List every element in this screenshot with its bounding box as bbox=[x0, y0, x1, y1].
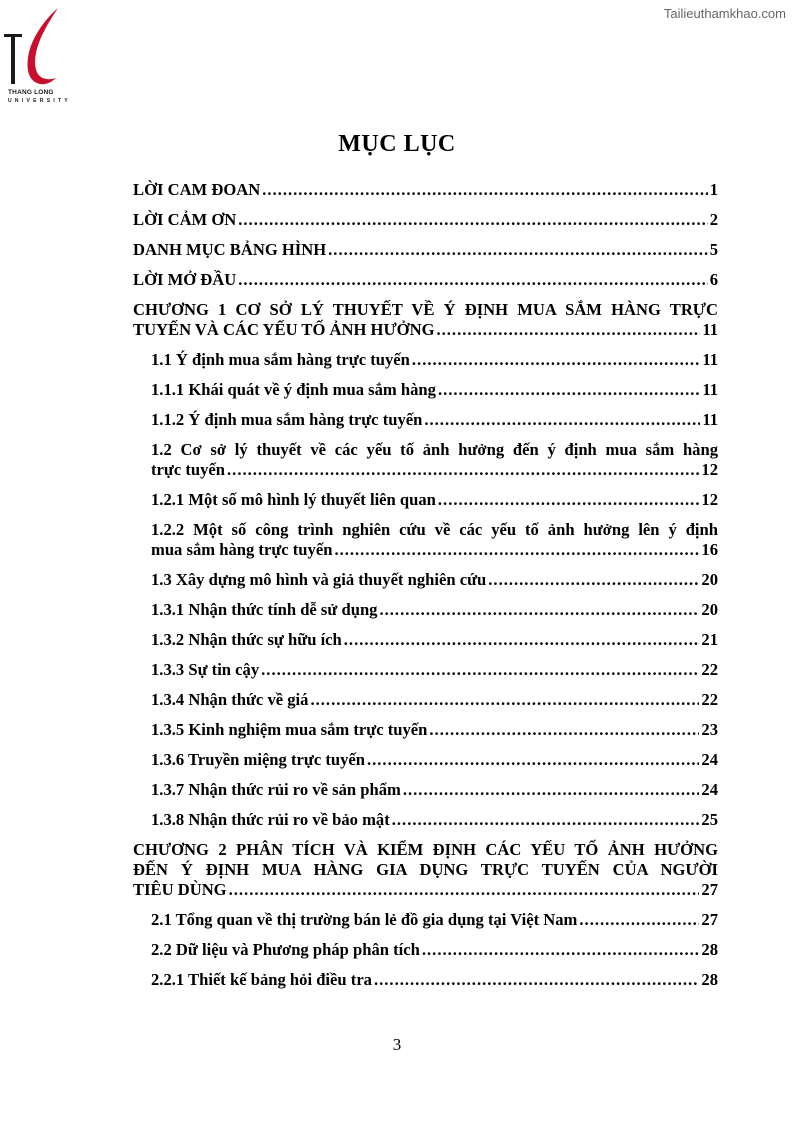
toc-entry-text: 1.1.1 Khái quát về ý định mua sắm hàng bbox=[151, 380, 436, 399]
logo-mark-icon bbox=[0, 6, 76, 90]
toc-entry-text: 1.3.1 Nhận thức tính dễ sử dụng bbox=[151, 600, 378, 619]
toc-entry-page: 24 bbox=[701, 750, 718, 769]
toc-entry-text: 1.3.6 Truyền miệng trực tuyến bbox=[151, 750, 365, 769]
toc-entry-text: 1.3.2 Nhận thức sự hữu ích bbox=[151, 630, 342, 649]
toc-entry-page: 1 bbox=[709, 180, 718, 199]
toc-entry-text: 2.2 Dữ liệu và Phương pháp phân tích bbox=[151, 940, 420, 959]
toc-entry[interactable] bbox=[133, 300, 718, 340]
dot-leader bbox=[227, 460, 699, 480]
toc-entry-text: 1.3.8 Nhận thức rủi ro về bảo mật bbox=[151, 810, 390, 829]
toc-entry-text-line: CHƯƠNG 1 CƠ SỞ LÝ THUYẾT VỀ Ý ĐỊNH MUA SẮM HÀNG TRỰC bbox=[133, 300, 718, 319]
toc-entry-text: mua sắm hàng trực tuyến bbox=[151, 540, 333, 559]
toc-entry-text: 1.3.7 Nhận thức rủi ro về sản phẩm bbox=[151, 780, 401, 799]
toc-entry[interactable] bbox=[133, 270, 718, 290]
toc-entry-text: 1.1 Ý định mua sắm hàng trực tuyến bbox=[151, 350, 410, 369]
toc-entry-text: trực tuyến bbox=[151, 460, 226, 479]
toc-entry[interactable] bbox=[151, 810, 718, 830]
toc-entry[interactable] bbox=[133, 240, 718, 260]
toc-entry-page: 27 bbox=[701, 910, 718, 929]
toc-entry[interactable] bbox=[151, 660, 718, 680]
dot-leader bbox=[488, 570, 699, 590]
toc-entry-text: DANH MỤC BẢNG HÌNH bbox=[133, 240, 327, 259]
toc-entry-text: LỜI CẢM ƠN bbox=[133, 210, 237, 229]
toc-entry[interactable] bbox=[151, 600, 718, 620]
dot-leader bbox=[238, 270, 707, 290]
toc-entry-page: 20 bbox=[701, 600, 718, 619]
toc-entry[interactable] bbox=[133, 210, 718, 230]
toc-entry[interactable] bbox=[151, 940, 718, 960]
toc-entry[interactable] bbox=[151, 410, 718, 430]
dot-leader bbox=[334, 540, 699, 560]
toc-entry-text-line: 1.2 Cơ sở lý thuyết về các yếu tố ảnh hưởng đến ý định mua sắm hàng bbox=[151, 440, 718, 459]
toc-entry-text: 1.1.2 Ý định mua sắm hàng trực tuyến bbox=[151, 410, 423, 429]
toc-entry-page: 5 bbox=[709, 240, 718, 259]
page-number: 3 bbox=[392, 1035, 402, 1054]
dot-leader bbox=[438, 490, 700, 510]
toc-entry-text: 1.3 Xây dựng mô hình và giả thuyết nghiên cứu bbox=[151, 570, 487, 589]
toc-entry[interactable] bbox=[151, 570, 718, 590]
toc-entry-text-line: 1.2.2 Một số công trình nghiên cứu về các yếu tố ảnh hưởng lên ý định bbox=[151, 520, 718, 539]
toc-entry-text: 2.1 Tổng quan về thị trường bán lẻ đồ gia dụng tại Việt Nam bbox=[151, 910, 578, 929]
toc-entry-page: 11 bbox=[702, 380, 718, 399]
dot-leader bbox=[438, 380, 700, 400]
dot-leader bbox=[436, 320, 700, 340]
toc-entry-page: 16 bbox=[701, 540, 718, 559]
dot-leader bbox=[261, 660, 699, 680]
dot-leader bbox=[238, 210, 707, 230]
toc-entry-page: 28 bbox=[701, 970, 718, 989]
toc-entry-text: LỜI MỞ ĐẦU bbox=[133, 270, 237, 289]
toc-entry-text: 2.2.1 Thiết kế bảng hỏi điều tra bbox=[151, 970, 372, 989]
watermark-text: Tailieuthamkhao.com bbox=[663, 6, 786, 21]
dot-leader bbox=[579, 910, 699, 930]
toc-entry-text: TIÊU DÙNG bbox=[133, 880, 227, 899]
toc-entry-page: 25 bbox=[701, 810, 718, 829]
dot-leader bbox=[374, 970, 699, 990]
toc-entry-page: 23 bbox=[701, 720, 718, 739]
dot-leader bbox=[262, 180, 707, 200]
toc-entry-page: 22 bbox=[701, 660, 718, 679]
dot-leader bbox=[367, 750, 699, 770]
page-title: MỤC LỤC bbox=[338, 131, 456, 157]
toc-entry-text: 1.3.3 Sự tin cậy bbox=[151, 660, 260, 679]
dot-leader bbox=[422, 940, 700, 960]
toc-entry[interactable] bbox=[151, 750, 718, 770]
toc-entry[interactable] bbox=[133, 840, 718, 900]
toc-entry[interactable] bbox=[151, 910, 718, 930]
toc-entry-page: 27 bbox=[701, 880, 718, 899]
dot-leader bbox=[229, 880, 700, 900]
toc-entry[interactable] bbox=[151, 490, 718, 510]
toc-entry-text-line: ĐẾN Ý ĐỊNH MUA HÀNG GIA DỤNG TRỰC TUYẾN CỦA NGƯỜI bbox=[133, 860, 718, 879]
dot-leader bbox=[392, 810, 700, 830]
logo-line2: UNIVERSITY bbox=[8, 98, 72, 104]
toc-entry-page: 20 bbox=[701, 570, 718, 589]
dot-leader bbox=[412, 350, 700, 370]
toc-entry-text: TUYẾN VÀ CÁC YẾU TỐ ẢNH HƯỞNG bbox=[133, 320, 435, 339]
dot-leader bbox=[424, 410, 700, 430]
dot-leader bbox=[429, 720, 699, 740]
toc-entry-page: 11 bbox=[702, 410, 718, 429]
dot-leader bbox=[379, 600, 699, 620]
toc-entry-page: 21 bbox=[701, 630, 718, 649]
toc-entry[interactable] bbox=[133, 180, 718, 200]
toc-entry[interactable] bbox=[151, 350, 718, 370]
toc-entry[interactable] bbox=[151, 630, 718, 650]
dot-leader bbox=[403, 780, 700, 800]
toc-entry-text: 1.3.5 Kinh nghiệm mua sắm trực tuyến bbox=[151, 720, 428, 739]
toc-entry[interactable] bbox=[151, 720, 718, 740]
university-logo bbox=[0, 6, 76, 106]
toc-entry[interactable] bbox=[151, 780, 718, 800]
toc-entry-text-line: CHƯƠNG 2 PHÂN TÍCH VÀ KIỂM ĐỊNH CÁC YẾU TỐ ẢNH HƯỞNG bbox=[133, 840, 718, 859]
toc-entry-text: LỜI CAM ĐOAN bbox=[133, 180, 261, 199]
toc-entry-page: 6 bbox=[709, 270, 718, 289]
toc-entry[interactable] bbox=[151, 380, 718, 400]
toc-entry-page: 11 bbox=[702, 350, 718, 369]
toc-entry[interactable] bbox=[151, 520, 718, 560]
toc-entry[interactable] bbox=[151, 440, 718, 480]
toc-entry-page: 28 bbox=[701, 940, 718, 959]
toc-entry-page: 22 bbox=[701, 690, 718, 709]
toc-entry-text: 1.2.1 Một số mô hình lý thuyết liên quan bbox=[151, 490, 436, 509]
toc-entry-text: 1.3.4 Nhận thức về giá bbox=[151, 690, 309, 709]
toc-entry-page: 11 bbox=[702, 320, 718, 339]
toc-entry-page: 12 bbox=[701, 460, 718, 479]
toc-entry-page: 2 bbox=[709, 210, 718, 229]
toc-entry-page: 24 bbox=[701, 780, 718, 799]
table-of-contents bbox=[133, 180, 718, 1000]
toc-entry[interactable] bbox=[151, 970, 718, 990]
dot-leader bbox=[310, 690, 699, 710]
logo-line1: THANG LONG bbox=[8, 89, 54, 96]
dot-leader bbox=[328, 240, 708, 260]
toc-entry[interactable] bbox=[151, 690, 718, 710]
dot-leader bbox=[344, 630, 700, 650]
toc-entry-page: 12 bbox=[701, 490, 718, 509]
